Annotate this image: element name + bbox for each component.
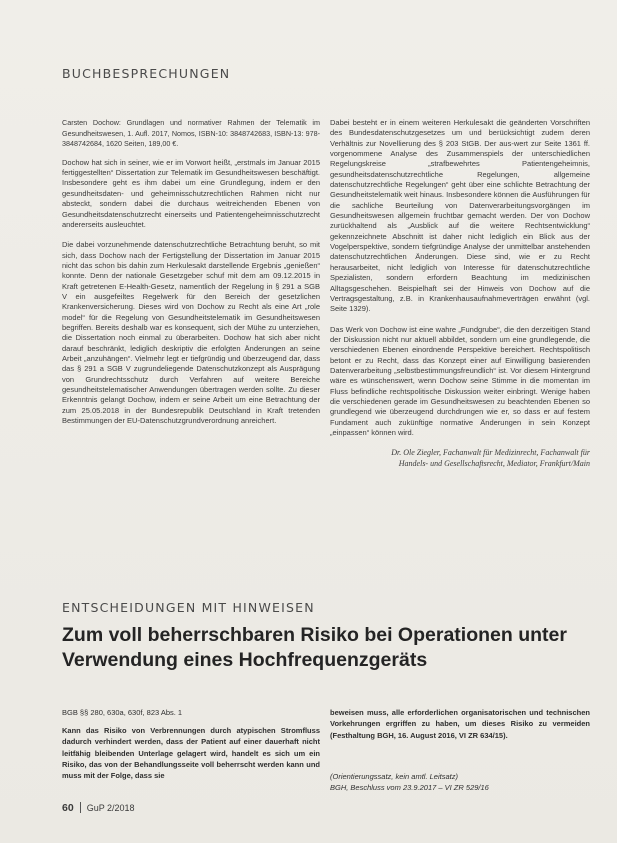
section-title-decisions: ENTSCHEIDUNGEN MIT HINWEISEN bbox=[62, 600, 315, 615]
review-paragraph: Dochow hat sich in seiner, wie er im Vorwort heißt, „erstmals im Januar 2015 fertiggestellten“ Dissertation zur Telematik im Gesundheitswesen beschäftigt. Insbesondere geht es ihm dabei um eine Grundlegung, indem er den gesundheitsdaten- und geheimnisschutzrechtlichen Rahmen nicht nur absteckt, sondern dabei die durchaus weitreichenden Ebenen von Gesundheitsdatenschutzrecht einerseits und Patientengeheimnisschutzrecht andererseits ausleuchtet. bbox=[62, 157, 320, 229]
review-paragraph: Dabei besteht er in einem weiteren Herkulesakt die geänderten Vorschriften des Bundesdatenschutzgesetzes um und berücksichtigt zudem deren Verhältnis zur Novellierung des § 203 StGB. Der aus-wert zur Seite 1361 ff. vorgenommene Analyse des Zusammenspiels der unterschiedlichen Regelungskreise „strafbewehrtes Patientengeheimnis, gesundheitsdatenschutzrechtliche Regelungen, allgemeine datenschutzrechtliche Regelungen“ geht über eine schlichte Betrachtung der Gesundheitstelematik weit hinaus. Insbesondere können die Ausführungen für die sachliche Beurteilung von Datenverarbeitungsvorgängen im Gesundheitswesen allgemein fruchtbar gemacht werden. Der von Dochow zurückhaltend als „Ausblick auf die weitere Rechtsentwicklung“ gekennzeichnete Abschnitt ist daher nicht lediglich ein Blick aus der Vogelperspektive, sondern tiefgründige Analyse der unmittelbar anstehenden datenschutzrechtlichen Änderungen. Diese sind, wie er zu Recht herausarbeitet, nicht lediglich von Interesse für datenschutzrechtliche Spezialisten, sondern erfordern Beachtung im medizinischen Alltagsgeschehen. Beispielhaft sei der Hinweis von Dochow auf die Vertragsgestaltung, z.B. in Krankenhausaufnahmeverträgen erwähnt (vgl. Seite 1329). bbox=[330, 118, 590, 314]
reviewer-signature bbox=[330, 447, 590, 469]
section-title-book-reviews: BUCHBESPRECHUNGEN bbox=[62, 66, 231, 81]
page-footer bbox=[62, 802, 135, 814]
orientation-label: (Orientierungssatz, kein amtl. Leitsatz) bbox=[330, 772, 458, 781]
reviewer-line: Dr. Ole Ziegler, Fachanwalt für Medizinrecht, Fachanwalt für bbox=[391, 448, 590, 458]
court-citation: BGH, Beschluss vom 23.9.2017 – VI ZR 529/16 bbox=[330, 783, 489, 793]
review-paragraph: Die dabei vorzunehmende datenschutzrechtliche Betrachtung beruht, so mit sich, dass Dochow nach der Fertigstellung der Dissertation im Januar 2015 nicht das schon bis dahin zum Herkulesakt darstellende Ergebnis „genießen“ konnte. Denn der nationale Gesetzgeber schuf mit dem am 09.12.2015 in Kraft getretenen E-Health-Gesetz, namentlich der Regelung in § 291 a SGB V ein ausgefeiltes Regelwerk für den Bereich der gesetzlichen Krankenversicherung. Dieses wird von Dochow zu Recht als eine Art „role model“ für die Regelung von Gesundheitstelematik im Gesundheitswesen begriffen. Bereits deshalb war es konsequent, sich der Mühe zu unterziehen, die Dissertation noch einmal zu überarbeiten. Dochow hat sich aber nicht darauf beschränkt, lediglich deskriptiv die erfolgten Änderungen an seine Arbeit „anzuhängen“. Vielmehr legt er tiefgründig und überzeugend dar, dass das § 291 a SGB V zugrundeliegende Datenschutzkonzept als Ausprägung von Grundrechtsschutz durch Verfahren auf weitere Bereiche gesundheitstelematischer Anwendungen übertragen werden sollte. Zu dieser Erkenntnis gelangt Dochow, indem er seine Arbeit um eine Betrachtung der zum 25.05.2018 in der Bundesrepublik Deutschland in Kraft tretenden Bestimmungen der EU-Datenschutzgrundverordnung anreichert. bbox=[62, 240, 320, 426]
review-left-column bbox=[62, 118, 320, 426]
footer-divider bbox=[80, 802, 81, 813]
reviewer-line: Handels- und Gesellschaftsrecht, Mediator, Frankfurt/Main bbox=[398, 459, 590, 469]
guiding-principle-right: beweisen muss, alle erforderlichen organisatorischen und technischen Vorkehrungen ergriffen zu haben, um dieses Risiko zu vermeiden (Festhaltung BGH, 16. August 2016, VI ZR 634/15). bbox=[330, 708, 590, 740]
headline-line: Verwendung eines Hochfrequenzgeräts bbox=[62, 649, 428, 671]
headline-line: Zum voll beherrschbaren Risiko bei Operationen unter bbox=[62, 624, 567, 646]
review-right-column bbox=[330, 118, 590, 469]
journal-issue: GuP 2/2018 bbox=[86, 803, 135, 813]
review-paragraph: Das Werk von Dochow ist eine wahre „Fundgrube“, die den derzeitigen Stand der Diskussion nicht nur aktuell abbildet, sondern um eine grundlegende, die verschiedenen Ebenen einordnende Perspektive bereichert. Rechtspolitisch betont er zu Recht, dass das Konzept einer auf Einwilligung basierenden Datenverarbeitung „selbstbestimmungsfreundlich“ ist. Vor diesem Hintergrund wäre es wünschenswert, wenn Dochow seine Stimme in die momentan im Fluss befindliche rechtspolitische Diskussion weiter einbringt. Wenige haben die verschiedenen gerade im Gesundheitswesen zu beachtenden Ebenen so grundlegend wie überzeugend durchdrungen wie er, so dass er auf festem Fundament auch zukünftige normative Änderungen in sein Konzept „einpassen“ können wird. bbox=[330, 324, 590, 437]
orientation-note bbox=[330, 771, 590, 794]
decision-headline bbox=[62, 623, 582, 673]
page-number: 60 bbox=[62, 802, 74, 814]
law-reference: BGB §§ 280, 630a, 630f, 823 Abs. 1 bbox=[62, 708, 183, 717]
book-reference: Carsten Dochow: Grundlagen und normativer Rahmen der Telematik im Gesundheitswesen, 1. Aufl. 2017, Nomos, ISBN-10: 3848742683, ISBN-13: 978-3848742684, 1620 Seiten, 189,00 €. bbox=[62, 118, 320, 149]
guiding-principle-left: Kann das Risiko von Verbrennungen durch atypischen Stromfluss dadurch verhindert werden, dass der Patient auf einer dauerhaft nicht leitfähig bleibenden Unterlage gelagert wird, handelt es sich um ein Risiko, das von der Behandlungsseite voll beherrscht werden kann und muss mit der Folge, dass sie bbox=[62, 726, 320, 781]
